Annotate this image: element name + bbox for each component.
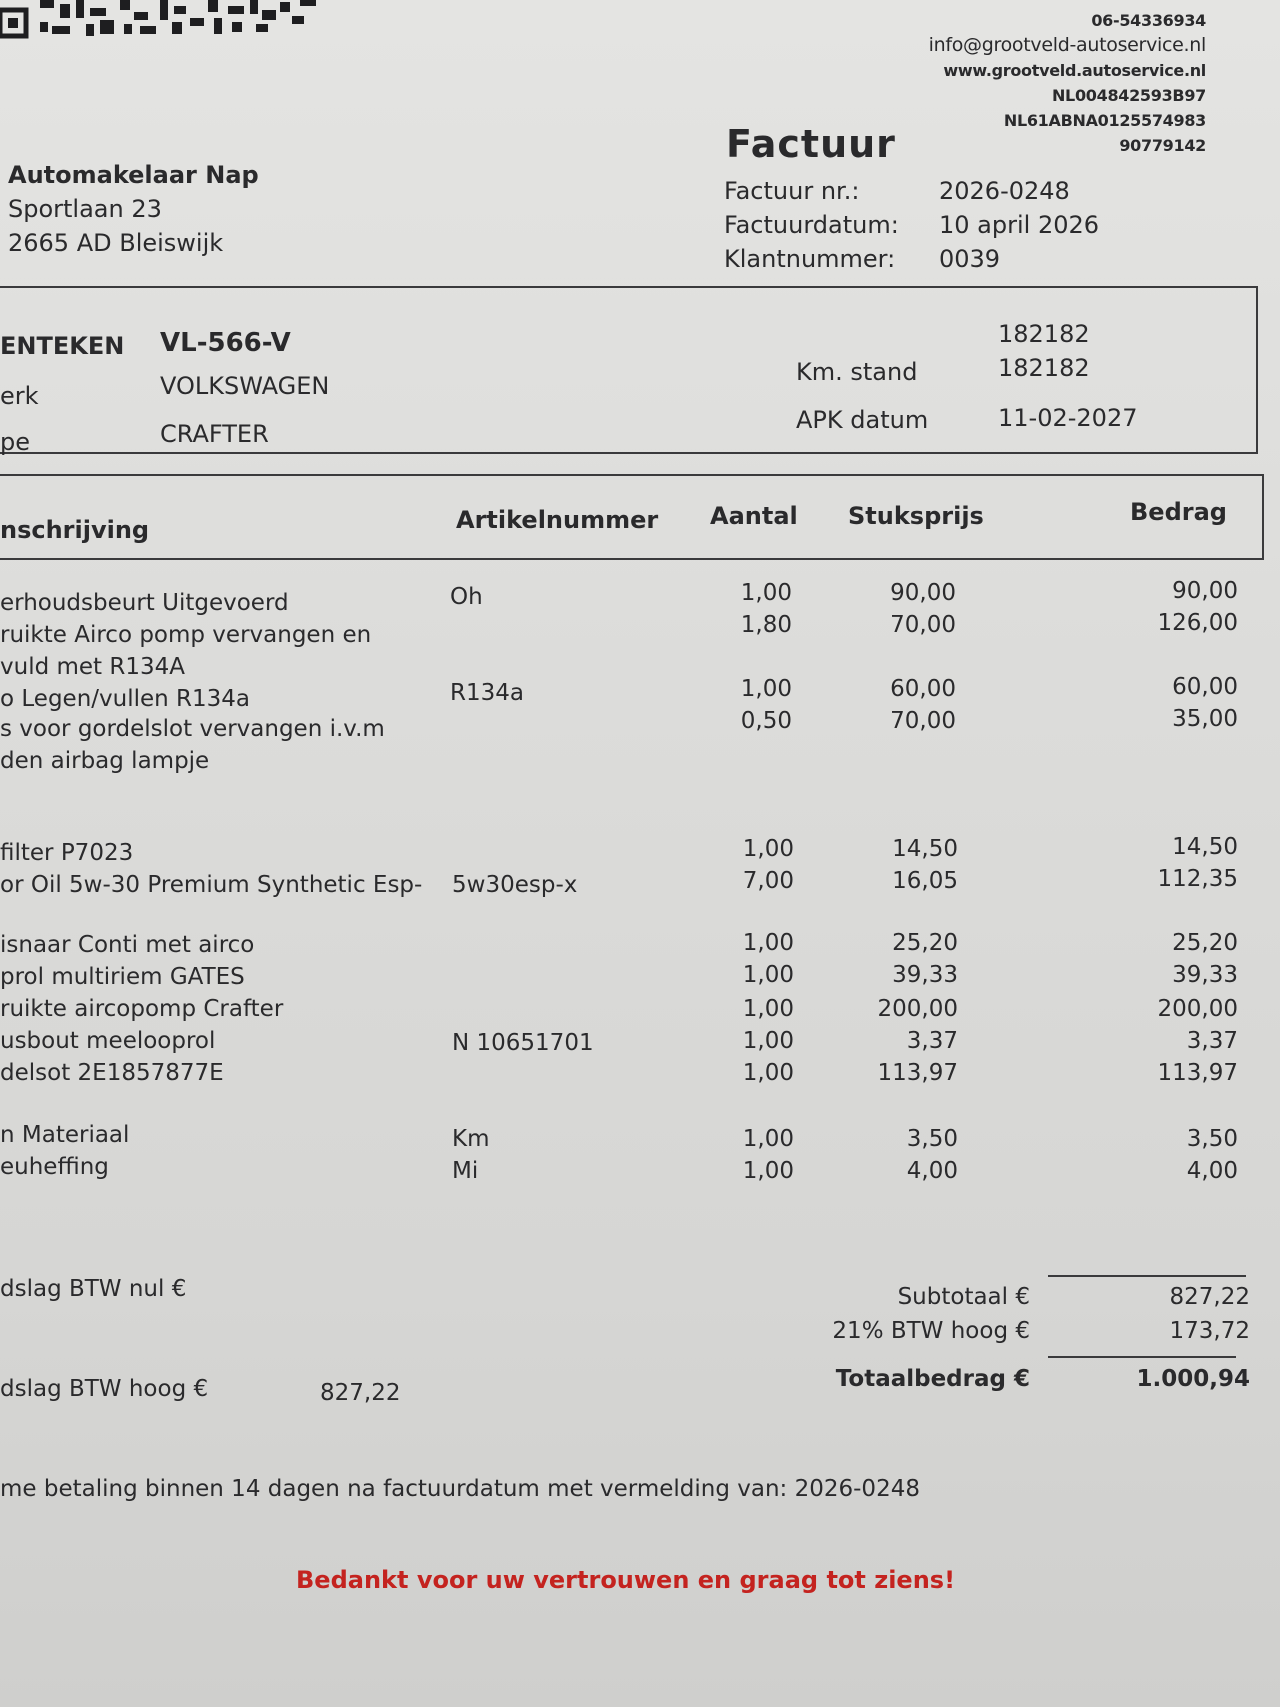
invoice-number-value: 2026-0248: [939, 177, 1070, 205]
plate-value: VL-566-V: [160, 328, 291, 358]
col-amount-header: Bedrag: [1130, 498, 1227, 526]
line-item-amount: 3,37: [1186, 1028, 1238, 1054]
vat-value: 173,72: [1169, 1318, 1250, 1344]
invoice-number-row: [724, 174, 1099, 208]
col-unit-price-header: Stuksprijs: [848, 502, 984, 530]
invoice-date-label: Factuurdatum:: [724, 211, 899, 239]
line-item-amount: 113,97: [1157, 1060, 1238, 1086]
vehicle-top-value: 182182: [998, 320, 1090, 348]
line-item-quantity: 1,00: [742, 930, 794, 956]
btw-hoog-label: dslag BTW hoog €: [0, 1376, 209, 1402]
line-item-quantity: 1,00: [742, 962, 794, 988]
line-item-amount: 60,00: [1172, 674, 1238, 700]
customer-street: Sportlaan 23: [8, 195, 162, 223]
company-contact: [929, 8, 1206, 158]
plate-label: ENTEKEN: [0, 332, 125, 360]
line-item-article: R134a: [450, 680, 524, 706]
line-item-quantity: 1,80: [740, 612, 792, 638]
apk-label: APK datum: [796, 406, 929, 434]
line-item-quantity: 1,00: [740, 676, 792, 702]
payment-note: me betaling binnen 14 dagen na factuurdatum met vermelding van: 2026-0248: [0, 1476, 920, 1502]
total-value: 1.000,94: [1136, 1366, 1250, 1392]
line-item-unit-price: 39,33: [892, 962, 958, 988]
line-item-description: or Oil 5w-30 Premium Synthetic Esp-: [0, 872, 423, 898]
line-item-description: filter P7023: [0, 840, 134, 866]
line-item-unit-price: 25,20: [892, 930, 958, 956]
line-item-article: Mi: [452, 1158, 479, 1184]
line-item-description: vuld met R134A: [0, 654, 185, 680]
subtotal-label: Subtotaal €: [897, 1284, 1030, 1310]
line-item-unit-price: 200,00: [877, 996, 958, 1022]
btw-hoog-value: 827,22: [320, 1380, 401, 1406]
line-item-unit-price: 60,00: [890, 676, 956, 702]
invoice-date-value: 10 april 2026: [939, 211, 1100, 239]
col-description-header: nschrijving: [0, 516, 150, 544]
line-item-description: prol multiriem GATES: [0, 964, 245, 990]
line-item-quantity: 1,00: [742, 996, 794, 1022]
line-item-article: Oh: [450, 584, 483, 610]
apk-value: 11-02-2027: [998, 404, 1138, 432]
line-item-article: 5w30esp-x: [452, 872, 578, 898]
line-item-amount: 3,50: [1186, 1126, 1238, 1152]
line-item-unit-price: 14,50: [892, 836, 958, 862]
type-label: pe: [0, 428, 30, 456]
line-item-description: delsot 2E1857877E: [0, 1060, 224, 1086]
line-item-amount: 39,33: [1172, 962, 1238, 988]
line-item-amount: 25,20: [1172, 930, 1238, 956]
line-item-description: usbout meelooprol: [0, 1028, 216, 1054]
customer-number-value: 0039: [939, 245, 1001, 273]
line-item-amount: 90,00: [1172, 578, 1238, 604]
line-item-description: s voor gordelslot vervangen i.v.m: [0, 716, 385, 742]
company-website: www.grootveld.autoservice.nl: [943, 61, 1206, 80]
btw-nul-label: dslag BTW nul €: [0, 1276, 187, 1302]
customer-number-row: [724, 242, 1099, 276]
line-item-quantity: 1,00: [742, 836, 794, 862]
invoice-number-label: Factuur nr.:: [724, 177, 860, 205]
customer-address: [8, 158, 259, 260]
line-item-quantity: 1,00: [742, 1060, 794, 1086]
company-vat-number: NL004842593B97: [1051, 86, 1206, 105]
subtotal-rule: [1048, 1275, 1246, 1277]
line-item-unit-price: 70,00: [890, 708, 956, 734]
customer-number-label: Klantnummer:: [724, 245, 896, 273]
km-value: 182182: [998, 354, 1090, 382]
line-item-description: ruikte Airco pomp vervangen en: [0, 622, 372, 648]
total-label: Totaalbedrag €: [835, 1366, 1030, 1392]
line-item-description: erhoudsbeurt Uitgevoerd: [0, 590, 289, 616]
line-item-article: Km: [452, 1126, 490, 1152]
line-item-quantity: 0,50: [740, 708, 792, 734]
line-item-description: ruikte aircopomp Crafter: [0, 996, 284, 1022]
line-item-unit-price: 16,05: [892, 868, 958, 894]
customer-city: 2665 AD Bleiswijk: [8, 229, 224, 257]
company-email: info@grootveld-autoservice.nl: [928, 34, 1206, 56]
line-item-amount: 112,35: [1157, 866, 1238, 892]
line-item-description: euheffing: [0, 1154, 109, 1180]
line-item-quantity: 7,00: [742, 868, 794, 894]
line-item-quantity: 1,00: [742, 1126, 794, 1152]
company-iban: NL61ABNA0125574983: [1003, 111, 1206, 130]
line-item-quantity: 1,00: [742, 1028, 794, 1054]
line-item-amount: 14,50: [1172, 834, 1238, 860]
make-label: erk: [0, 382, 39, 410]
line-item-unit-price: 3,50: [906, 1126, 958, 1152]
km-label: Km. stand: [796, 358, 918, 386]
line-item-unit-price: 70,00: [890, 612, 956, 638]
company-kvk: 90779142: [1119, 136, 1206, 155]
line-item-unit-price: 113,97: [877, 1060, 958, 1086]
line-item-description: den airbag lampje: [0, 748, 210, 774]
line-item-amount: 126,00: [1157, 610, 1238, 636]
type-value: CRAFTER: [160, 420, 269, 448]
line-item-unit-price: 3,37: [906, 1028, 958, 1054]
line-item-article: N 10651701: [452, 1030, 594, 1056]
subtotal-value: 827,22: [1169, 1284, 1250, 1310]
line-item-description: o Legen/vullen R134a: [0, 686, 251, 712]
line-item-quantity: 1,00: [740, 580, 792, 606]
vat-label: 21% BTW hoog €: [832, 1318, 1030, 1344]
line-item-unit-price: 4,00: [906, 1158, 958, 1184]
line-item-quantity: 1,00: [742, 1158, 794, 1184]
line-item-unit-price: 90,00: [890, 580, 956, 606]
company-phone: 06-54336934: [1091, 11, 1206, 30]
col-article-header: Artikelnummer: [456, 506, 659, 534]
customer-name: Automakelaar Nap: [8, 161, 259, 189]
total-rule: [1048, 1356, 1236, 1358]
qr-code-fragment: [0, 0, 320, 40]
line-item-description: isnaar Conti met airco: [0, 932, 255, 958]
line-item-amount: 4,00: [1186, 1158, 1238, 1184]
line-item-amount: 35,00: [1172, 706, 1238, 732]
make-value: VOLKSWAGEN: [160, 372, 330, 400]
invoice-date-row: [724, 208, 1099, 242]
col-quantity-header: Aantal: [710, 502, 798, 530]
thanks-message: Bedankt voor uw vertrouwen en graag tot ziens!: [296, 1566, 956, 1594]
line-item-amount: 200,00: [1157, 996, 1238, 1022]
line-item-description: n Materiaal: [0, 1122, 130, 1148]
document-title: Factuur: [726, 122, 896, 166]
invoice-meta: [724, 174, 1099, 276]
